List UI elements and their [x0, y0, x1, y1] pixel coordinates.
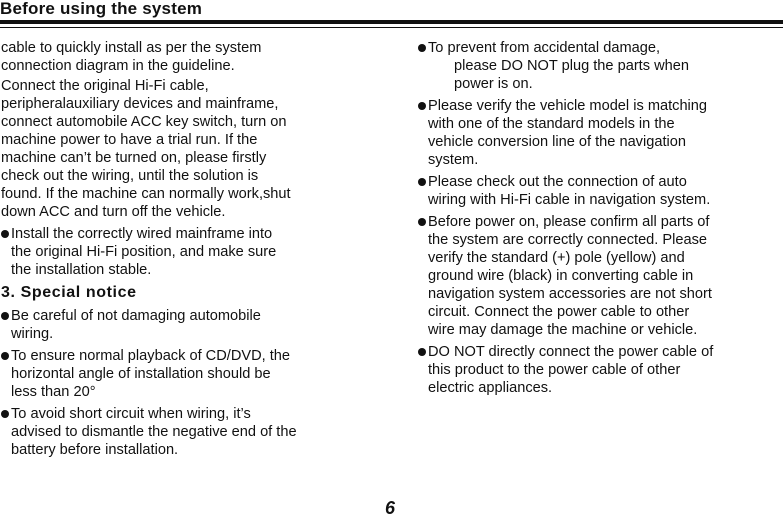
header-rule-thin — [0, 27, 783, 28]
notice-bullet — [418, 39, 783, 93]
section-heading: 3. Special notice — [1, 284, 137, 301]
bullet-dot-icon — [418, 44, 426, 52]
bullet-line: circuit. Connect the power cable to other — [428, 304, 690, 320]
bullet-line: wire may damage the machine or vehicle. — [428, 322, 698, 338]
header-rule-thick — [0, 20, 783, 24]
bullet-line: ground wire (black) in converting cable in — [428, 268, 694, 284]
left-column — [1, 39, 369, 463]
notice-bullet — [418, 97, 783, 169]
connect-line: found. If the machine can normally work,shut — [1, 186, 291, 202]
notice-bullet — [1, 307, 369, 343]
bullet-line: DO NOT directly connect the power cable of — [428, 344, 714, 360]
connect-line: machine can’t be turned on, please firstly — [1, 150, 267, 166]
bullet-line: vehicle conversion line of the navigation — [428, 134, 686, 150]
connect-line: down ACC and turn off the vehicle. — [1, 204, 226, 220]
bullet-line: Please check out the connection of auto — [428, 174, 687, 190]
bullet-line: wiring with Hi-Fi cable in navigation system. — [428, 192, 711, 208]
bullet-line: To avoid short circuit when wiring, it’s — [11, 406, 251, 422]
bullet-line: please DO NOT plug the parts when — [454, 58, 689, 74]
bullet-dot-icon — [418, 178, 426, 186]
bullet-line: To prevent from accidental damage, — [428, 40, 661, 56]
bullet-line: this product to the power cable of other — [428, 362, 681, 378]
bullet-dot-icon — [418, 102, 426, 110]
bullet-dot-icon — [418, 348, 426, 356]
connect-line: peripheralauxiliary devices and mainframe, — [1, 96, 279, 112]
bullet-dot-icon — [418, 218, 426, 226]
bullet-line: the system are correctly connected. Please — [428, 232, 708, 248]
bullet-line: system. — [428, 152, 479, 168]
notice-bullet — [1, 347, 369, 401]
bullet-dot-icon — [1, 230, 9, 238]
notice-bullet — [1, 405, 369, 459]
intro-line: cable to quickly install as per the system — [1, 40, 262, 56]
intro-paragraph — [1, 39, 369, 75]
connect-line: check out the wiring, until the solution is — [1, 168, 259, 184]
bullet-dot-icon — [1, 312, 9, 320]
page-number: 6 — [385, 498, 396, 518]
connect-line: Connect the original Hi-Fi cable, — [1, 78, 209, 94]
bullet-line: electric appliances. — [428, 380, 553, 396]
notice-bullet — [418, 213, 783, 339]
bullet-line: Please verify the vehicle model is matching — [428, 98, 708, 114]
intro-line: connection diagram in the guideline. — [1, 58, 235, 74]
bullet-line: To ensure normal playback of CD/DVD, the — [11, 348, 291, 364]
install-bullet — [1, 225, 369, 279]
bullet-line: with one of the standard models in the — [428, 116, 675, 132]
bullet-dot-icon — [1, 352, 9, 360]
bullet-line: Before power on, please confirm all parts of — [428, 214, 710, 230]
right-column — [418, 39, 783, 401]
bullet-dot-icon — [1, 410, 9, 418]
bullet-line: verify the standard (+) pole (yellow) and — [428, 250, 685, 266]
notice-bullet — [418, 173, 783, 209]
connect-line: machine power to have a trial run. If the — [1, 132, 258, 148]
bullet-line: Be careful of not damaging automobile — [11, 308, 261, 324]
bullet-line: navigation system accessories are not short — [428, 286, 712, 302]
bullet-line: wiring. — [11, 326, 54, 342]
connect-line: connect automobile ACC key switch, turn on — [1, 114, 287, 130]
notice-bullet — [418, 343, 783, 397]
bullet-line: battery before installation. — [11, 442, 179, 458]
bullet-line: the original Hi-Fi position, and make sure — [11, 244, 277, 260]
bullet-line: less than 20° — [11, 384, 96, 400]
bullet-line: Install the correctly wired mainframe into — [11, 226, 273, 242]
bullet-line: the installation stable. — [11, 262, 152, 278]
bullet-line: power is on. — [454, 76, 533, 92]
bullet-line: advised to dismantle the negative end of the — [11, 424, 297, 440]
bullet-line: horizontal angle of installation should be — [11, 366, 271, 382]
page-header-title: Before using the system — [0, 0, 203, 18]
connect-paragraph — [1, 77, 369, 221]
